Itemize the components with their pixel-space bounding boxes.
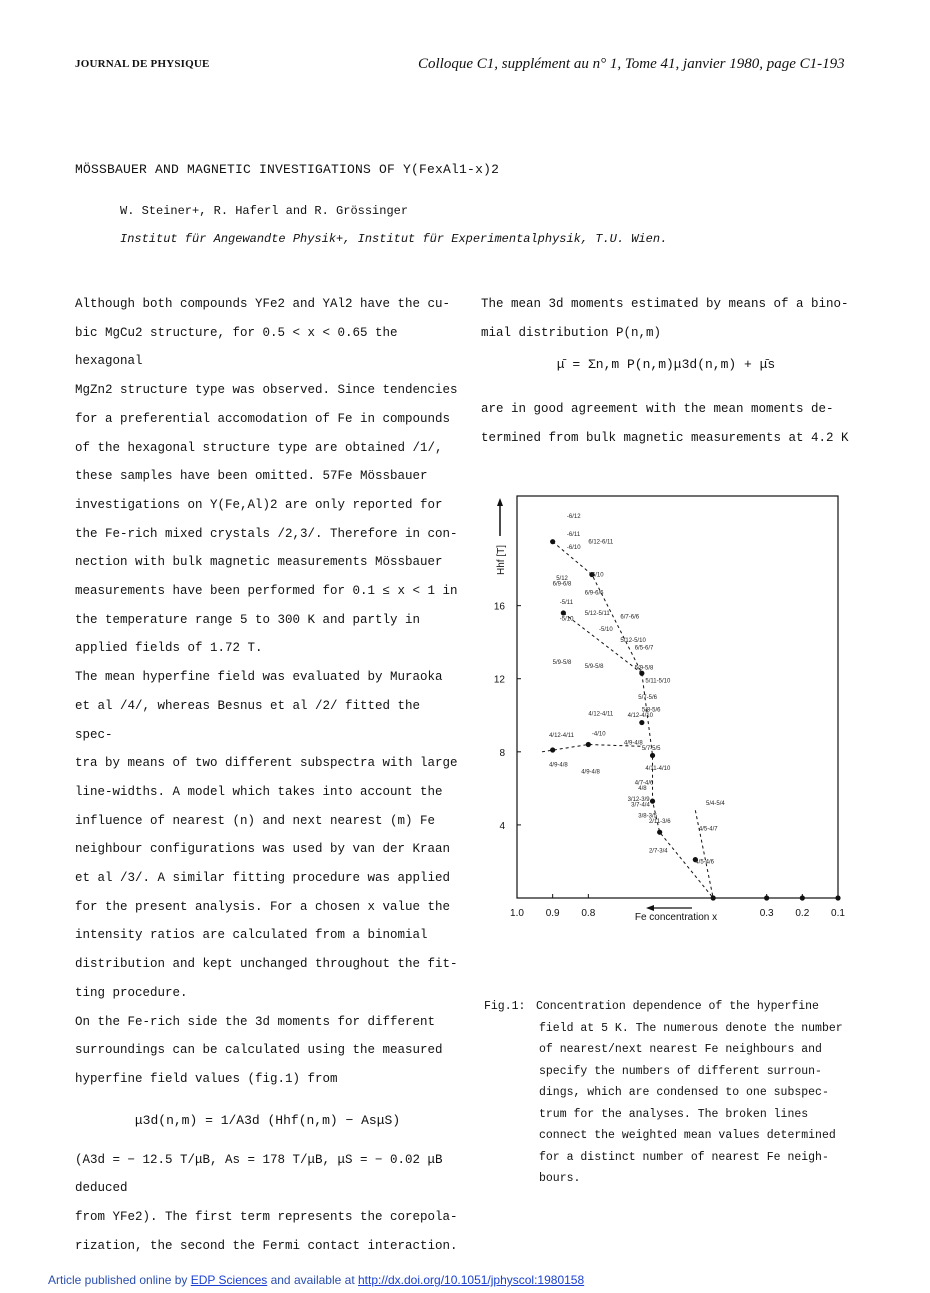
text-line: et al /3/. A similar fitting procedure was applied (75, 871, 451, 886)
y-tick-label: 8 (499, 747, 505, 759)
point-label: 5/8-5/6 (641, 707, 661, 714)
point-label: -5/11 (559, 599, 574, 606)
point-label: 6/12-6/11 (588, 539, 614, 546)
data-point (650, 799, 655, 804)
left-text-after (75, 1146, 460, 1261)
text-line: bic MgCu2 structure, for 0.5 < x < 0.65 the hexagonal (75, 325, 398, 369)
point-label: 5/9-5/8 (552, 660, 572, 667)
text-line: (A3d = − 12.5 T/μB, As = 178 T/μB, μS = − 0.02 μB deduced (75, 1152, 443, 1196)
paper-title: MÖSSBAUER AND MAGNETIC INVESTIGATIONS OF Y(FexAl1-x)2 (75, 162, 500, 177)
point-label: 6/10 (591, 572, 604, 579)
point-label: 2/11-3/6 (648, 819, 671, 826)
y-tick-label: 16 (493, 601, 505, 613)
text-line: tra by means of two different subspectra with large (75, 756, 458, 771)
point-label: -4/10 (591, 731, 606, 738)
data-point (764, 895, 769, 900)
x-tick-label: 0.1 (831, 908, 845, 919)
data-point (711, 895, 716, 900)
left-text (75, 290, 460, 1094)
text-line: The mean hyperfine field was evaluated by Muraoka (75, 670, 443, 685)
data-point (650, 753, 655, 758)
point-label: 4/9-4/8 (549, 762, 568, 769)
x-axis-label: Fe concentration x (634, 912, 718, 923)
text-line: On the Fe-rich side the 3d moments for different (75, 1014, 436, 1029)
broken-line (695, 810, 713, 898)
data-point (800, 895, 805, 900)
point-label: 2/7-3/4 (648, 848, 668, 855)
point-label: 5/9-5/8 (584, 663, 604, 670)
text-line: mial distribution P(n,m) (481, 325, 662, 340)
text-line: the temperature range 5 to 300 K and partly in (75, 612, 421, 627)
point-label: 4/7-4/6 (634, 780, 654, 787)
footer-prefix: Article published online by (48, 1273, 191, 1287)
text-line: ting procedure. (75, 985, 188, 1000)
right-text-after (481, 395, 851, 452)
caption-line: dings, which are condensed to one subspec- (539, 1086, 829, 1099)
point-label: 5/9-5/8 (634, 665, 654, 672)
caption-label: Fig.1: (484, 1000, 526, 1013)
x-tick-label: 0.9 (545, 908, 560, 919)
caption-line: field at 5 K. The numerous denote the number (539, 1021, 843, 1035)
point-label: 4/12-4/11 (549, 733, 575, 740)
point-label: -6/10 (566, 544, 581, 551)
point-label: 4/8 (638, 786, 647, 793)
moment-equation: μ3d(n,m) = 1/A3d (Hhf(n,m) − AsμS) (134, 1112, 401, 1128)
text-line: measurements have been performed for 0.1 ≤ x < 1 in (75, 584, 458, 599)
left-column (75, 290, 460, 1261)
text-line: for a preferential accomodation of Fe in compounds (75, 411, 451, 426)
footer (48, 1273, 584, 1287)
y-tick-label: 4 (499, 820, 505, 832)
text-line: the Fe-rich mixed crystals /2,3/. Therefore in con- (75, 526, 458, 541)
mean-moment-equation: μ̄ = Σn,m P(n,m)μ3d(n,m) + μ̄s (556, 357, 776, 373)
text-line: line-widths. A model which takes into account the (75, 784, 443, 799)
caption-line: specify the numbers of different surroun- (539, 1064, 822, 1078)
point-label: -5/10 (599, 627, 613, 634)
right-column (481, 290, 851, 453)
plot-frame (517, 496, 838, 898)
text-line: for the present analysis. For a chosen x value the (75, 899, 451, 914)
y-axis-label: Hhf [T] (496, 544, 507, 576)
caption-line: trum for the analyses. The broken lines (539, 1107, 809, 1121)
data-point (550, 747, 555, 752)
text-line: hyperfine field values (fig.1) from (75, 1071, 338, 1086)
text-line: surroundings can be calculated using the measured (75, 1043, 443, 1058)
data-point (561, 610, 566, 615)
colloque-reference: Colloque C1, supplément au n° 1, Tome 41, janvier 1980, page C1-193 (418, 56, 845, 72)
text-line: termined from bulk magnetic measurements at 4.2 K (481, 431, 849, 446)
point-label: 3/12-3/9 (627, 797, 650, 804)
y-tick-label: 12 (493, 674, 505, 686)
text-line: Although both compounds YFe2 and YAl2 have the cu- (75, 297, 451, 311)
point-label: 4/5-4/7 (698, 826, 718, 833)
x-axis-arrowhead (646, 905, 654, 911)
point-label: 3/7-4/4 (631, 802, 650, 809)
point-label: -6/11 (566, 532, 581, 539)
data-point (550, 539, 555, 544)
figure-caption (484, 996, 859, 1190)
y-axis-arrowhead (497, 498, 503, 506)
data-point (586, 742, 591, 747)
point-label: 5/7-5/5 (641, 745, 661, 752)
text-line: are in good agreement with the mean moments de- (481, 402, 834, 417)
point-label: 5/12 (556, 576, 568, 583)
doi-link[interactable]: http://dx.doi.org/10.1051/jphyscol:1980158 (357, 1273, 585, 1287)
journal-name: JOURNAL DE PHYSIQUE (75, 58, 210, 70)
data-point (657, 830, 662, 835)
x-tick-label: 0.2 (795, 908, 810, 919)
point-label: -6/12 (566, 513, 581, 520)
text-line: these samples have been omitted. 57Fe Mössbauer (75, 469, 428, 484)
footer-middle: and available at (267, 1273, 358, 1287)
point-label: 3/8-3/5 (638, 813, 657, 820)
caption-line: for a distinct number of nearest Fe neigh- (539, 1150, 829, 1164)
affiliation: Institut für Angewandte Physik+, Institut für Experimentalphysik, T.U. Wien. (120, 232, 668, 246)
text-line: rization, the second the Fermi contact interaction. (75, 1238, 458, 1253)
point-label: 5/4-5/4 (706, 800, 725, 807)
text-line: from YFe2). The first term represents the corepola- (75, 1210, 458, 1225)
caption-line: connect the weighted mean values determined (539, 1129, 836, 1142)
point-label: 5/11-5/10 (645, 678, 671, 685)
point-label: 5/12-5/11 (584, 610, 610, 617)
point-label: 6/7-6/6 (620, 614, 640, 621)
hyperfine-field-chart (486, 488, 846, 928)
caption-line: bours. (539, 1172, 581, 1185)
text-line: of the hexagonal structure type are obtained /1/, (75, 440, 443, 455)
text-line: The mean 3d moments estimated by means of a bino- (481, 297, 849, 311)
text-line: intensity ratios are calculated from a binomial (75, 928, 428, 943)
point-label: 6/5-6/7 (634, 645, 654, 652)
x-tick-label: 0.8 (581, 908, 596, 919)
point-label: 4/9-4/8 (581, 769, 600, 776)
data-point (639, 720, 644, 725)
right-text (481, 290, 851, 347)
data-point (835, 895, 840, 900)
caption-line: Concentration dependence of the hyperfine (536, 1000, 819, 1013)
text-line: neighbour configurations was used by van der Kraan (75, 842, 451, 857)
text-line: MgZn2 structure type was observed. Since tendencies (75, 383, 458, 398)
text-line: nection with bulk magnetic measurements Mössbauer (75, 555, 443, 570)
text-line: distribution and kept unchanged throughout the fit- (75, 957, 458, 972)
point-label: 4/12-4/10 (627, 713, 653, 720)
point-label: 6/9-6/6 (584, 590, 604, 597)
point-label: 5/7-5/6 (638, 694, 657, 701)
text-line: investigations on Y(Fe,Al)2 are only reported for (75, 497, 443, 512)
point-label: 4/11-4/10 (645, 766, 671, 773)
publisher-link[interactable]: EDP Sciences (190, 1273, 268, 1287)
text-line: influence of nearest (n) and next nearest (m) Fe (75, 813, 436, 828)
point-label: 6/9-6/8 (552, 581, 572, 588)
broken-line (553, 539, 714, 898)
text-line: applied fields of 1.72 T. (75, 641, 263, 656)
text-line: et al /4/, whereas Besnus et al /2/ fitted the spec- (75, 698, 421, 742)
point-label: 4/9-4/8 (624, 740, 643, 747)
x-tick-label: 0.3 (759, 908, 774, 919)
x-tick-label: 1.0 (510, 908, 524, 919)
authors: W. Steiner+, R. Haferl and R. Grössinger (120, 204, 409, 218)
point-label: -5/10 (559, 616, 574, 623)
point-label: 4/12-4/11 (588, 711, 614, 718)
point-label: 4/5-4/6 (695, 859, 715, 866)
point-label: 5/12-5/10 (620, 638, 646, 645)
caption-line: of nearest/next nearest Fe neighbours and (539, 1043, 822, 1056)
